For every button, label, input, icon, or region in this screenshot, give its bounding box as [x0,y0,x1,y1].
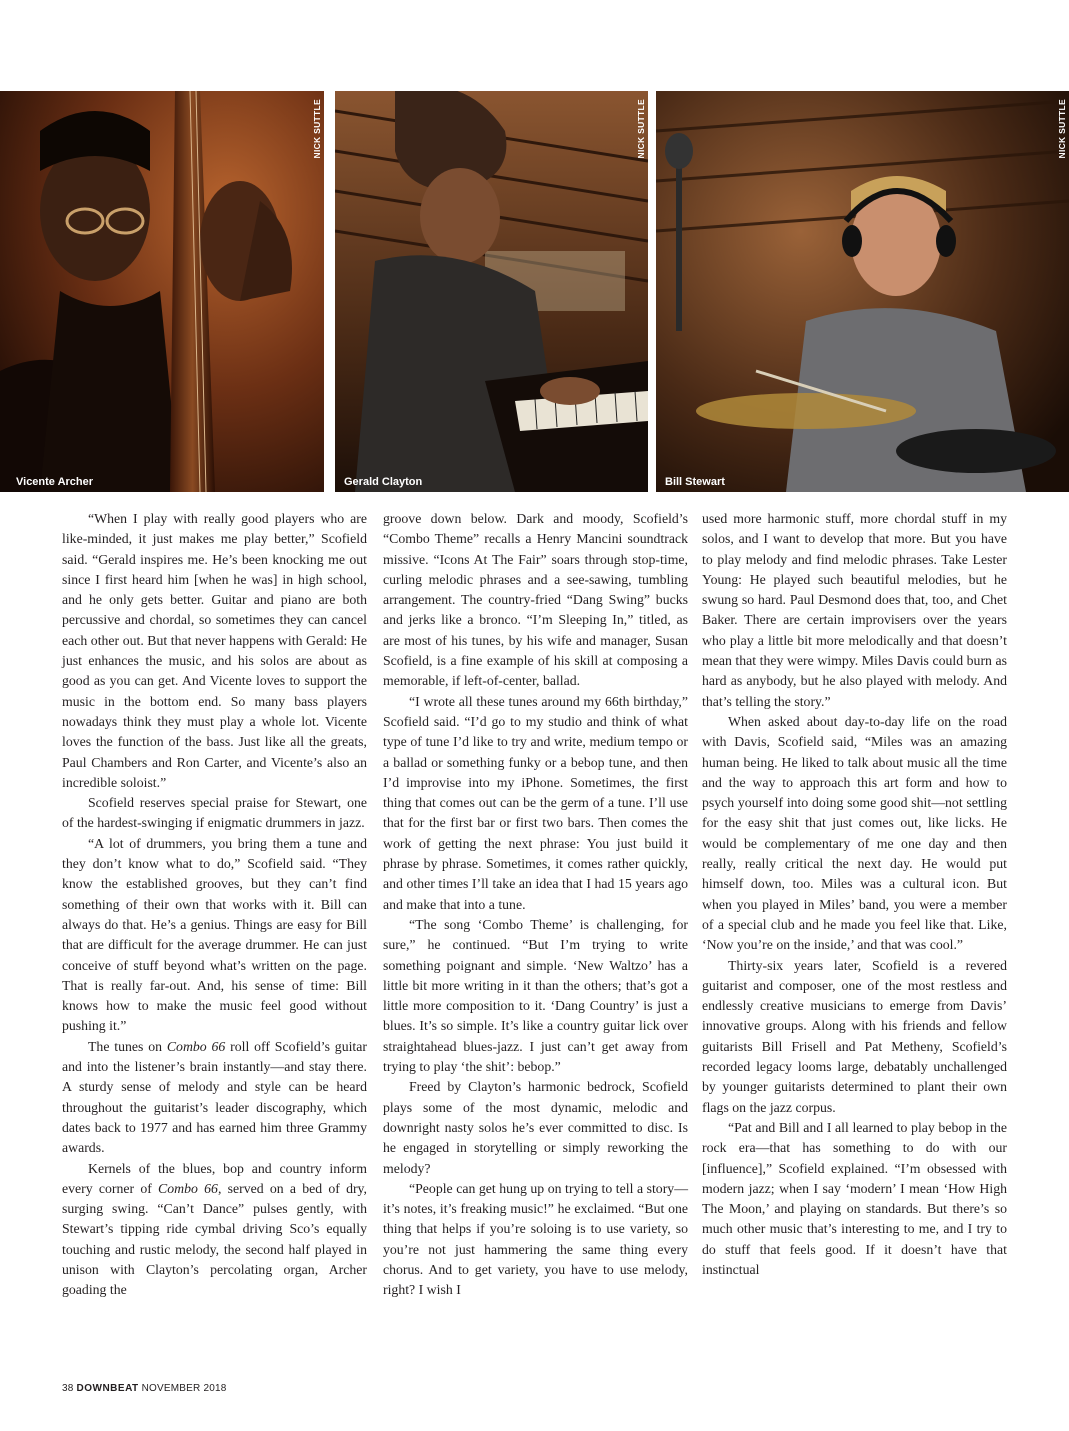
paragraph: Kernels of the blues, bop and country inform every corner of Combo 66, served on a bed of dry, surging swing. “Can’t Dance” pulses gently, with Stewart’s tipping ride cymbal driving Sco’s equally touching and rustic melody, the second half played in unison with Clayton’s percolating organ, Archer goading the [62,1160,368,1298]
paragraph: used more harmonic stuff, more chordal stuff in my solos, and I want to develop that more. But you have to play melody and find melodic phrases. Take Lester Young: He played such beautiful melodies, but he swung so hard. Paul Desmond does that, too, and Chet Baker. There are certain improvisers over the years who play a little bit more melodically and that doesn’t mean that they were wimpy. Miles Davis could burn as hard as anybody, but he also played with melody. And that’s telling the story.” [702,511,1007,709]
album-title: Combo 66 [158,1180,218,1196]
bassist-photo-image [0,91,324,492]
paragraph: Thirty-six years later, Scofield is a revered guitarist and composer, one of the most restless and endlessly creative musicians to emerge from Davis’ innovative groups. Along with his friends and fellow guitarists Bill Frisell and Pat Metheny, Scofield’s recorded legacy looms large, debatably unchallenged by younger guitarists determined to plant their own flags on the jazz corpus. [702,957,1007,1115]
page-footer [62,1383,227,1394]
paragraph: “A lot of drummers, you bring them a tune and they don’t know what to do,” Scofield said. “They know the established grooves, but they can’t find something of their own that works with it. Bill can always do that. He’s a genius. Things are easy for Bill that are difficult for the average drummer. He can just conceive of stuff beyond what’s written on the page. That is really far-out. And, his sense of time: Bill knows how to make the music feel good without pushing it.” [62,835,367,1034]
photo-credit: NICK SUTTLE [312,99,322,159]
issue-date: NOVEMBER 2018 [141,1383,227,1394]
article-column-2 [383,509,688,1301]
paragraph: “When I play with really good players who are like-minded, it just makes me play better,” Scofield said. “Gerald inspires me. He’s been knocking me out since I first heard him [when he was] in high school, and he only gets better. Guitar and piano are both percussive and chordal, so sometimes they can cancel each other out. But that never happens with Gerald: He just enhances the music, and his solos are about as good as you can get. And Vicente loves to support the music in the bottom end. So many bass players nowadays think they must play a whole lot. Vicente loves the function of the bass. Just like all the greats, Paul Chambers and Ron Carter, and Vicente’s also an incredible soloist.” [62,511,367,790]
photo-vicente-archer [0,91,324,492]
paragraph: “Pat and Bill and I all learned to play bebop in the rock era—that has something to do with our [influence],” Scofield explained. “I’m obsessed with modern jazz; when I say ‘modern’ I mean ‘How High The Moon,’ and playing on standards. But there’s so much other music that’s interesting to me, and I try to do stuff that feels good. If it doesn’t have that instinctual [702,1119,1007,1277]
paragraph: Freed by Clayton’s harmonic bedrock, Scofield plays some of the most dynamic, melodic and downright nasty solos he’s ever committed to disc. Is he engaged in storytelling or simply reworking the melody? [383,1079,688,1176]
photo-caption: Vicente Archer [16,476,94,488]
paragraph: “The song ‘Combo Theme’ is challenging, for sure,” he continued. “But I’m trying to write something poignant and simple. ‘New Waltzo’ has a little bit more writing in it than the others; that’s got a little more composition to it. ‘Dang Country’ is just a blues. It’s so simple. It’s like a country guitar lick over straightahead blues-jazz. I just can’t get away from trying to play ‘the shit’: bebop.” [383,916,688,1075]
article-column-3 [702,509,1007,1280]
paragraph: groove down below. Dark and moody, Scofield’s “Combo Theme” recalls a Henry Mancini soundtrack missive. “Icons At The Fair” soars through stop-time, curling melodic phrases and a see-sawing, tumbling arrangement. The country-fried “Dang Swing” bucks and jerks like a bronco. “I’m Sleeping In,” titled, as are most of his tunes, by his wife and manager, Susan Scofield, is a fine example of his skill at composing a memorable, if left-of-center, ballad. [383,511,688,689]
pianist-photo-image [335,91,648,492]
photo-gerald-clayton [335,91,648,492]
paragraph: The tunes on Combo 66 roll off Scofield’s guitar and into the listener’s brain instantly—and stay there. A sturdy sense of melody and style can be heard throughout the guitarist’s leader discography, which dates back to 1977 and has earned him three Grammy awards. [62,1038,367,1156]
paragraph: “I wrote all these tunes around my 66th birthday,” Scofield said. “I’d go to my studio and think of what type of tune I’d like to try and write, medium tempo or a ballad or something funky or a bebop tune, and then I’d improvise into my iPhone. Sometimes, the first thing that comes out can be the germ of a tune. I’ll use that for the first bar or first two bars. Then comes the work of getting the next phrase: You just build it phrase by phrase. Sometimes, it comes rather quickly, and other times I’ll take an idea that I had 15 years ago and make that into a tune. [383,693,688,912]
paragraph: “People can get hung up on trying to tell a story—it’s notes, it’s freaking music!” he exclaimed. “But one thing that helps if you’re soloing is to use variety, so you’re not just hammering the same thing every chorus. And to get variety, you have to use melody, right? I wish I [383,1180,688,1298]
article-column-1 [62,509,367,1301]
paragraph: When asked about day-to-day life on the road with Davis, Scofield said, “Miles was an amazing human being. He liked to talk about music all the time and the way to approach this art form and how to psych yourself into doing some good shit—not settling for the easy shit that just comes out, like licks. He would be complementary of me one day and then really, really critical the next day. He would put himself down, too. Miles was a cultural icon. But when you played in Miles’ band, you were a member of a special club and he made you feel like that. Like, ‘Now you’re on the inside,’ and that was cool.” [702,713,1007,953]
photo-bill-stewart [656,91,1069,492]
photo-caption: Bill Stewart [665,476,725,488]
photo-credit: NICK SUTTLE [636,99,646,159]
paragraph: Scofield reserves special praise for Stewart, one of the hardest-swinging if enigmatic drummers in jazz. [62,795,367,831]
page-number: 38 [62,1383,74,1394]
magazine-brand: DOWNBEAT [76,1383,139,1394]
photo-caption: Gerald Clayton [344,476,423,488]
photo-credit: NICK SUTTLE [1057,99,1067,159]
album-title: Combo 66 [166,1038,226,1054]
drummer-photo-image [656,91,1069,492]
